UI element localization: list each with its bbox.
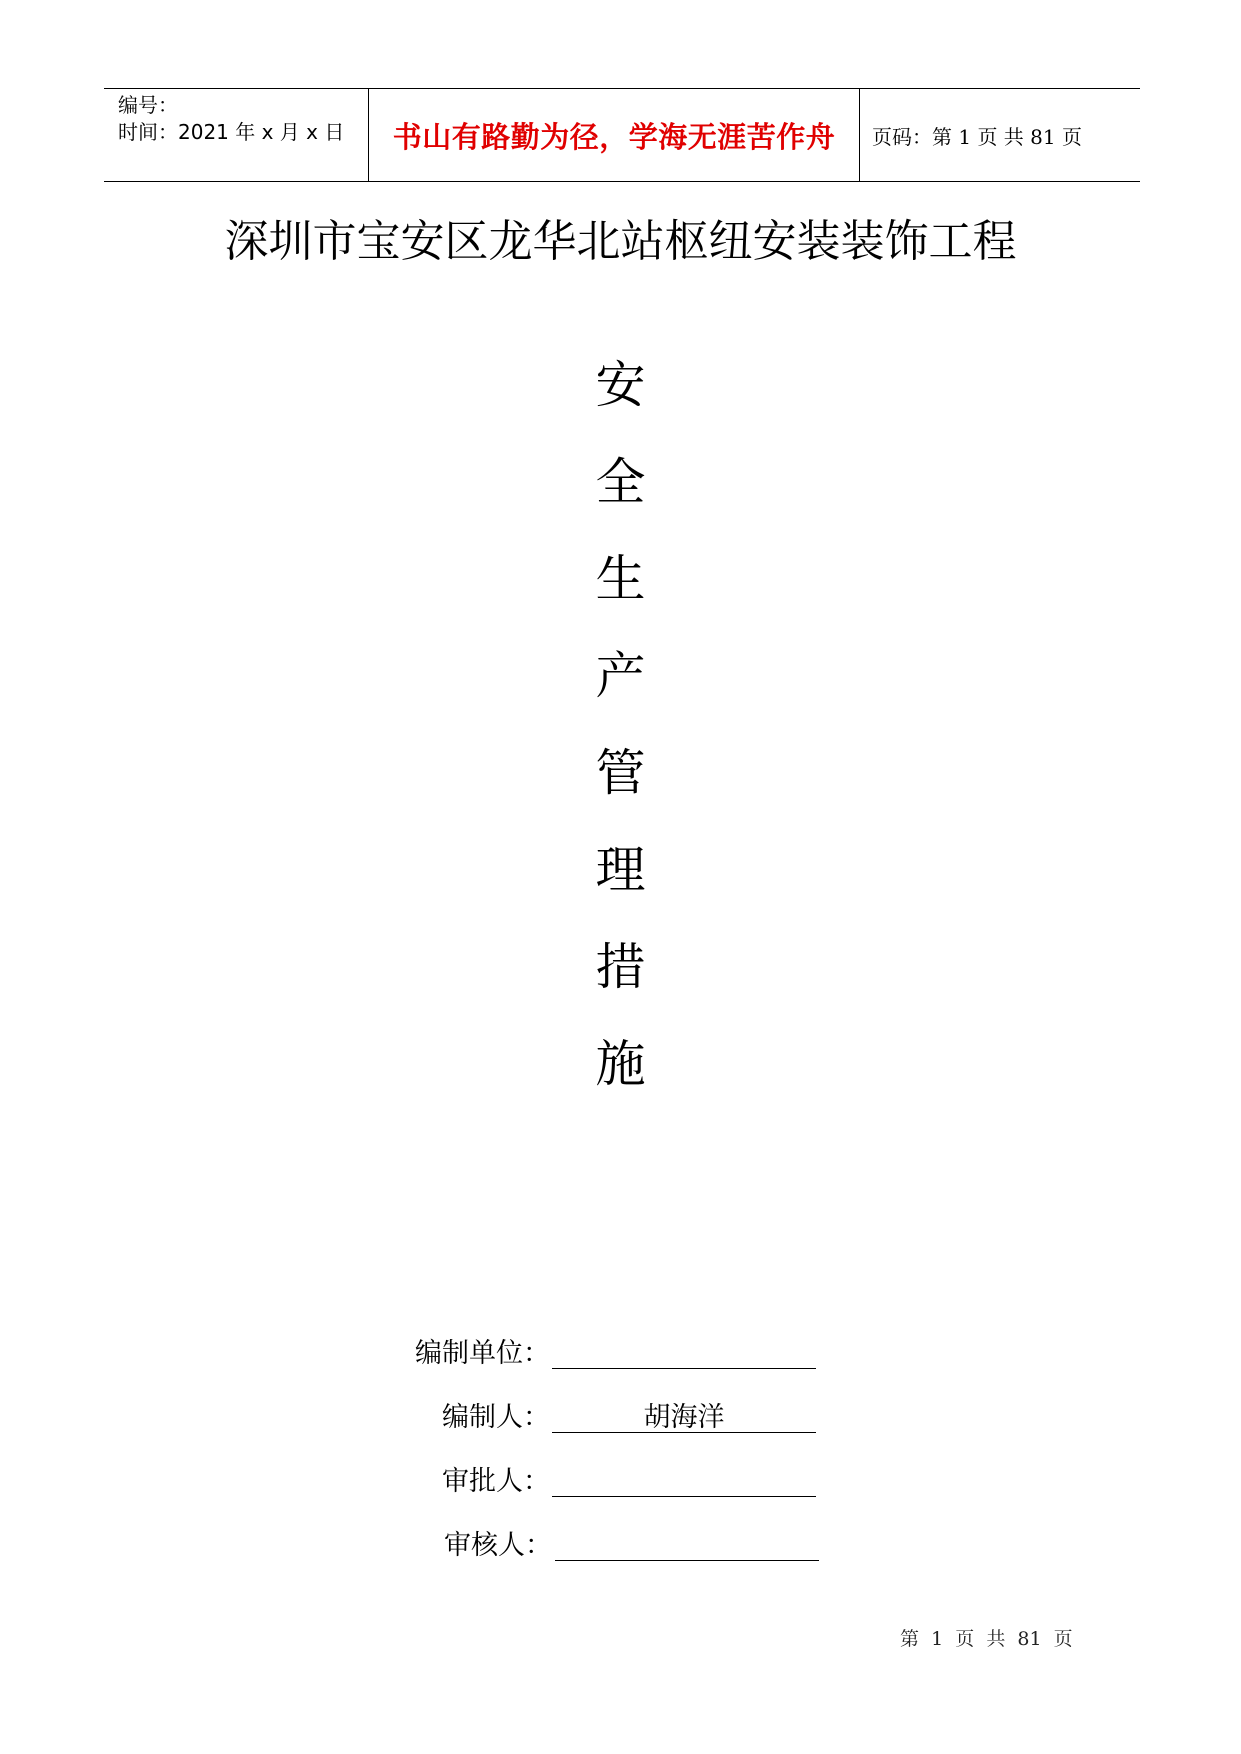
page-footer: 第 1 页 共 81 页 — [900, 1628, 1073, 1650]
title-char: 施 — [595, 1035, 646, 1093]
compiling-unit-label: 编制单位： — [415, 1338, 550, 1369]
title-char: 管 — [595, 744, 646, 802]
approver-label: 审批人： — [442, 1466, 550, 1497]
author-field[interactable]: 胡海洋 — [552, 1398, 816, 1433]
title-char: 生 — [595, 550, 646, 608]
compiling-unit-field[interactable] — [552, 1334, 816, 1369]
reviewer-label: 审核人： — [444, 1530, 552, 1561]
document-number-label: 编号： — [118, 93, 178, 117]
document-date: 时间：2021 年 x 月 x 日 — [118, 120, 345, 144]
title-char: 理 — [595, 841, 646, 899]
header-left-cell — [104, 89, 369, 181]
project-title: 深圳市宝安区龙华北站枢纽安装装饰工程 — [224, 216, 1017, 267]
header-page-cell — [860, 89, 1140, 181]
document-header — [104, 88, 1140, 182]
title-char: 产 — [595, 647, 646, 705]
reviewer-row — [380, 1526, 552, 1566]
title-char: 安 — [595, 356, 646, 414]
header-page-code: 页码：第 1 页 共 81 页 — [872, 124, 1082, 149]
approver-field[interactable] — [552, 1462, 816, 1497]
approver-row — [380, 1462, 550, 1502]
reviewer-field[interactable] — [555, 1526, 819, 1561]
author-label: 编制人： — [442, 1402, 550, 1433]
title-char: 全 — [595, 453, 646, 511]
author-row — [380, 1398, 550, 1438]
compiling-unit-row — [380, 1334, 550, 1374]
header-motto: 书山有路勤为径，学海无涯苦作舟 — [392, 119, 836, 154]
header-motto-cell — [369, 89, 860, 181]
title-char: 措 — [595, 938, 646, 996]
